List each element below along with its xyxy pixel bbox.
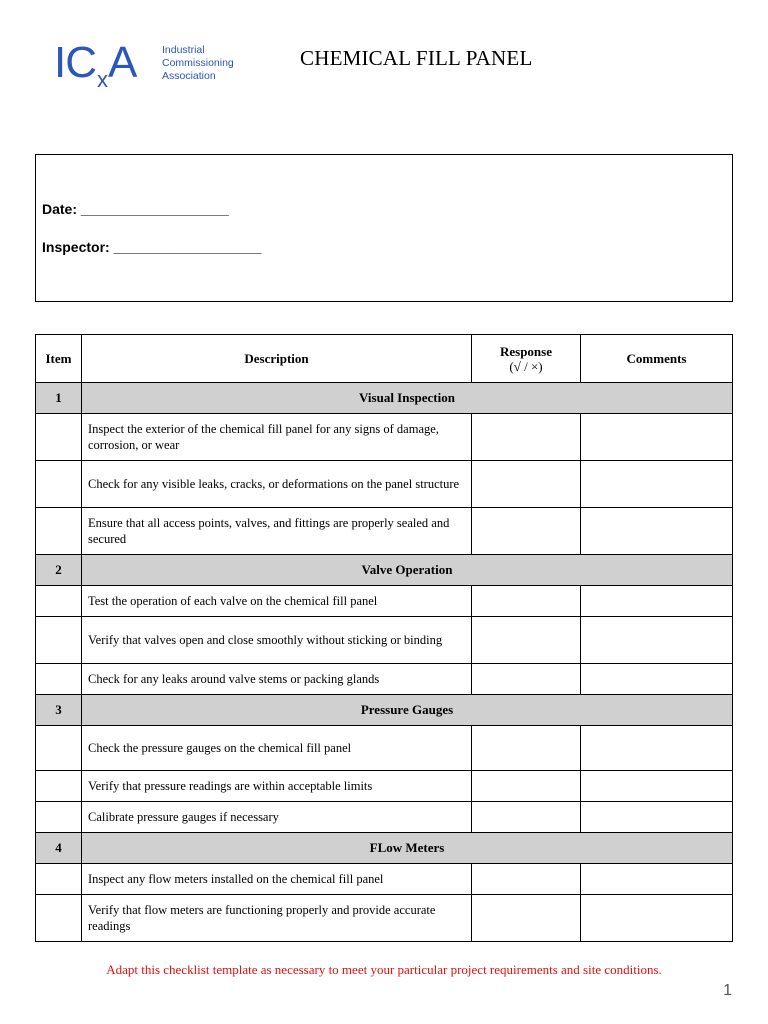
comments-cell[interactable] [581,586,733,617]
item-cell [36,664,82,695]
section-title: Pressure Gauges [82,695,733,726]
item-description: Test the operation of each valve on the chemical fill panel [82,586,472,617]
item-description: Calibrate pressure gauges if necessary [82,802,472,833]
header-response-label: Response [499,343,552,359]
table-row [36,726,733,771]
info-box [35,154,733,302]
response-cell[interactable] [472,617,581,664]
header-item: Item [36,335,82,383]
comments-cell[interactable] [581,895,733,942]
response-cell[interactable] [472,726,581,771]
table-row [36,586,733,617]
table-row [36,617,733,664]
page-number: 1 [723,982,732,999]
table-row [36,508,733,555]
logo-text-line2: Commissioning [162,57,234,69]
item-description: Inspect the exterior of the chemical fill panel for any signs of damage, corrosion, or wear [82,414,472,461]
comments-cell[interactable] [581,726,733,771]
logo [54,38,240,94]
item-description: Verify that pressure readings are within acceptable limits [82,771,472,802]
section-number: 2 [36,555,82,586]
response-cell[interactable] [472,864,581,895]
item-cell [36,414,82,461]
comments-cell[interactable] [581,802,733,833]
item-cell [36,586,82,617]
comments-cell[interactable] [581,864,733,895]
response-cell[interactable] [472,586,581,617]
logo-mark-sub: x [97,67,107,92]
comments-cell[interactable] [581,461,733,508]
item-description: Check the pressure gauges on the chemical fill panel [82,726,472,771]
item-description: Check for any leaks around valve stems or packing glands [82,664,472,695]
table-header-row [36,335,733,383]
section-title: Valve Operation [82,555,733,586]
item-description: Check for any visible leaks, cracks, or deformations on the panel structure [82,461,472,508]
logo-mark-right: A [108,38,137,87]
item-description: Inspect any flow meters installed on the chemical fill panel [82,864,472,895]
table-row [36,895,733,942]
item-cell [36,508,82,555]
table-row [36,461,733,508]
item-description: Ensure that all access points, valves, and fittings are properly sealed and secured [82,508,472,555]
comments-cell[interactable] [581,508,733,555]
section-title: FLow Meters [82,833,733,864]
item-cell [36,864,82,895]
document-title: CHEMICAL FILL PANEL [300,46,533,70]
date-field[interactable]: Date: ___________________ [42,201,229,217]
item-cell [36,461,82,508]
item-cell [36,895,82,942]
checklist-table [35,334,733,942]
logo-mark [54,40,136,93]
response-cell[interactable] [472,461,581,508]
comments-cell[interactable] [581,617,733,664]
table-row [36,864,733,895]
item-cell [36,802,82,833]
item-cell [36,617,82,664]
response-cell[interactable] [472,508,581,555]
adapt-note: Adapt this checklist template as necessary to meet your particular project requirements and site conditions. [106,962,662,977]
item-description: Verify that flow meters are functioning properly and provide accurate readings [82,895,472,942]
section-row [36,695,733,726]
item-cell [36,771,82,802]
section-row [36,383,733,414]
table-row [36,414,733,461]
section-title: Visual Inspection [82,383,733,414]
item-description: Verify that valves open and close smoothly without sticking or binding [82,617,472,664]
logo-text-line1: Industrial [162,44,205,56]
section-row [36,555,733,586]
section-number: 1 [36,383,82,414]
section-row [36,833,733,864]
header-description: Description [82,335,472,383]
response-cell[interactable] [472,414,581,461]
section-number: 3 [36,695,82,726]
header-response-symbols: (√ / ×) [509,358,543,374]
table-row [36,771,733,802]
response-cell[interactable] [472,771,581,802]
logo-text-line3: Association [162,70,216,82]
table-row [36,802,733,833]
response-cell[interactable] [472,664,581,695]
inspector-field[interactable]: Inspector: ___________________ [42,239,262,255]
comments-cell[interactable] [581,771,733,802]
table-row [36,664,733,695]
item-cell [36,726,82,771]
section-number: 4 [36,833,82,864]
header-response [472,335,581,383]
header-comments: Comments [581,335,733,383]
comments-cell[interactable] [581,414,733,461]
logo-text [162,44,234,83]
response-cell[interactable] [472,895,581,942]
response-cell[interactable] [472,802,581,833]
logo-mark-left: IC [54,38,96,87]
comments-cell[interactable] [581,664,733,695]
